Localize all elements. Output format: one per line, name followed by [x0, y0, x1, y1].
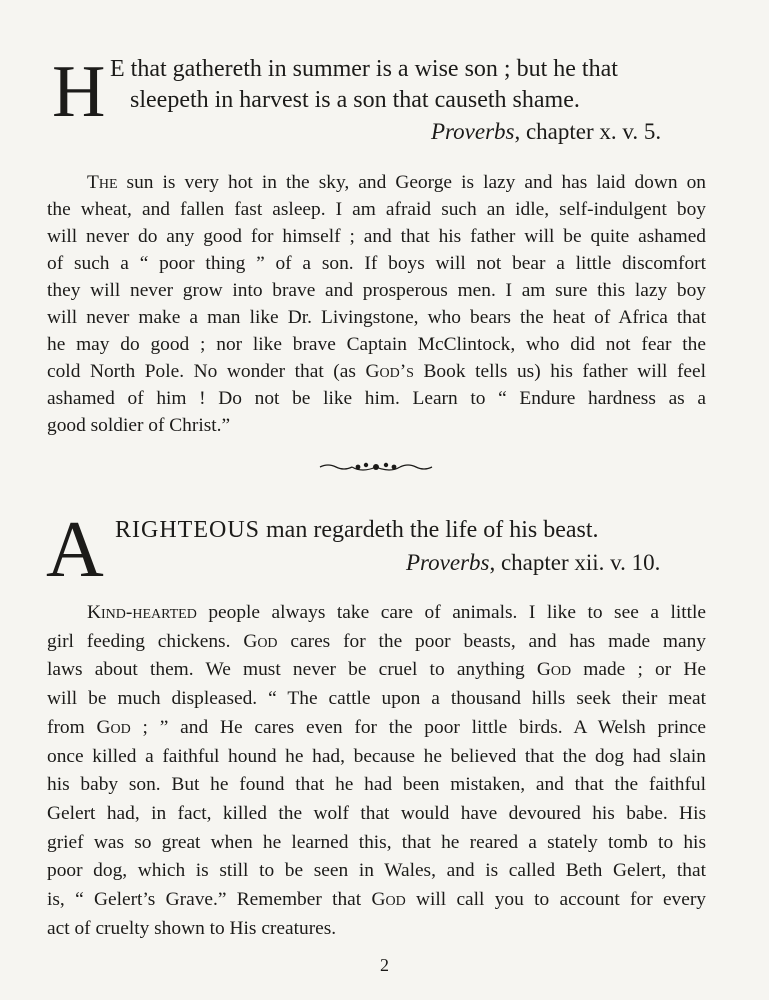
citation-ref: , chapter xii. v. 10. [489, 550, 661, 575]
page-number: 2 [380, 955, 389, 975]
paragraph-2-line: girl feeding chickens. God cares for the poor beasts, and has made many [47, 630, 706, 652]
lead-in: The [87, 172, 118, 193]
dropcap-h: H [52, 51, 106, 133]
paragraph-1-line: he may do good ; nor like brave Captain McClintock, who did not fear the [47, 334, 706, 355]
paragraph-1-line: will never make a man like Dr. Livingstone, who bears the heat of Africa that [47, 307, 706, 328]
ornament-divider [318, 460, 434, 474]
citation-book: Proverbs [431, 119, 515, 144]
verse-2-line-1: RIGHTEOUS man regardeth the life of his beast. [115, 517, 599, 543]
verse-1-citation [431, 120, 661, 143]
paragraph-2-line: is, “ Gelert’s Grave.” Remember that God will call you to account for every [47, 889, 707, 911]
paragraph-2-line: from God ; ” and He cares even for the poor little birds. A Welsh prince [47, 716, 706, 738]
citation-ref: , chapter x. v. 5. [514, 119, 662, 144]
paragraph-2-line: grief was so great when he learned this, that he reared a stately tomb to his [47, 831, 706, 853]
paragraph-1 [47, 169, 706, 439]
lead-in: Kind-hearted [87, 602, 197, 623]
paragraph-2-line: poor dog, which is still to be seen in Wales, and is called Beth Gelert, that [47, 860, 706, 882]
paragraph-2-line: once killed a faithful hound he had, because he believed that the dog had slain [47, 745, 706, 767]
paragraph-1-line: The sun is very hot in the sky, and George is lazy and has laid down on [87, 172, 706, 193]
paragraph-1-line: will never do any good for himself ; and that his father will be quite ashamed [47, 226, 706, 247]
paragraph-1-line: of such a “ poor thing ” of a son. If boys will not bear a little discomfort [47, 253, 706, 274]
paragraph-2-line: his baby son. But he found that he had been mistaken, and that the faithful [47, 774, 706, 796]
paragraph-1-line: they will never grow into brave and prosperous men. I am sure this lazy boy [47, 280, 706, 301]
paragraph-1-line: good soldier of Christ.” [47, 415, 231, 436]
paragraph-1-line: ashamed of him ! Do not be like him. Learn to “ Endure hardness as a [47, 388, 706, 409]
paragraph-2 [47, 599, 706, 943]
dropcap-a: A [46, 506, 104, 594]
verse-2-caps: RIGHTEOUS [115, 517, 260, 543]
verse-2-citation [406, 551, 660, 574]
paragraph-2-line: laws about them. We must never be cruel to anything God made ; or He [47, 659, 706, 681]
paragraph-2-line: Kind-hearted people always take care of animals. I like to see a little [87, 602, 706, 623]
verse-1-line-1: E that gathereth in summer is a wise son ; but he that [110, 56, 618, 82]
paragraph-2-line: act of cruelty shown to His creatures. [47, 917, 337, 939]
citation-book: Proverbs [406, 550, 490, 575]
verse-1-line-2: sleepeth in harvest is a son that causeth shame. [130, 87, 580, 113]
paragraph-2-line: Gelert had, in fact, killed the wolf that would have devoured his babe. His [47, 802, 706, 824]
paragraph-2-line: will be much displeased. “ The cattle upon a thousand hills seek their meat [47, 688, 706, 710]
paragraph-1-line: cold North Pole. No wonder that (as God’s Book tells us) his father will feel [47, 361, 706, 382]
paragraph-1-line: the wheat, and fallen fast asleep. I am afraid such an idle, self-indulgent boy [47, 199, 706, 220]
